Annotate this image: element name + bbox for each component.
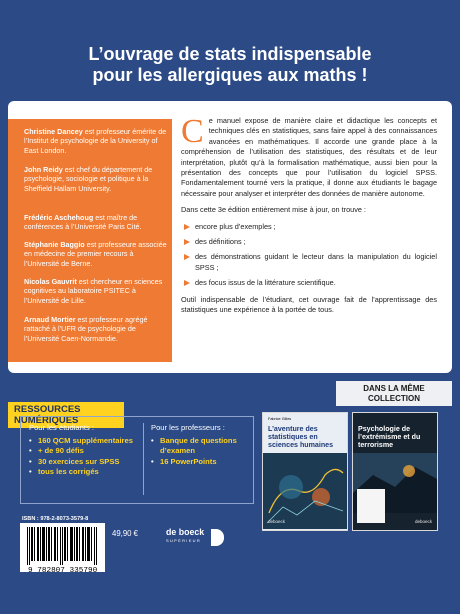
publisher-d-icon xyxy=(211,529,224,546)
headline-line-1: L’ouvrage de stats indispensable xyxy=(88,44,372,64)
author-bio: est chercheur en sciences cognitives au laboratoire PSITEC à l’Université de Lille. xyxy=(24,277,163,305)
book-illustration xyxy=(263,453,347,529)
publisher-sub: SUPÉRIEUR xyxy=(166,538,202,543)
description-intro xyxy=(181,113,437,199)
author-name: Nicolas Gauvrit xyxy=(24,277,77,286)
author-bio: est maître de conférences à l’Université Paris Cité. xyxy=(24,213,142,232)
book-title: Psychologie de l’extrémisme et du terrorisme xyxy=(358,425,421,449)
book-publisher: deboeck xyxy=(415,519,433,524)
resources-divider xyxy=(143,423,144,495)
author-bio: est professeur émérite de l’Institut de psychologie de la University of East London. xyxy=(24,127,167,155)
isbn-text: ISBN : 978-2-8073-3579-8 xyxy=(22,516,89,522)
edition-line: Dans cette 3e édition entièrement mise à jour, on trouve : xyxy=(181,205,366,215)
author-name: Stéphanie Baggio xyxy=(24,240,85,249)
price: 49,90 € xyxy=(112,529,139,538)
author-entry xyxy=(24,165,170,193)
resource-item: • 30 exercices sur SPSS xyxy=(29,457,133,467)
author-entry xyxy=(24,127,170,155)
headline-line-2: pour les allergiques aux maths ! xyxy=(92,65,368,85)
resource-item: • 16 PowerPoints xyxy=(151,457,249,467)
cover-headline xyxy=(0,44,460,86)
book-title: L’aventure des statistiques en sciences humaines xyxy=(268,425,334,449)
feature-item: des définitions ; xyxy=(181,237,437,247)
collection-line-1: DANS LA MÊME xyxy=(363,384,425,393)
related-book-cover[interactable] xyxy=(262,412,348,531)
collection-line-2: COLLECTION xyxy=(368,394,420,403)
author-bio: est professeur agrégé rattaché à l’UFR de psychologie de l’Université Caen-Normandie. xyxy=(24,315,148,343)
author-name: Frédéric Aschehoug xyxy=(24,213,94,222)
drop-cap: C xyxy=(181,113,204,150)
author-entry xyxy=(24,240,170,268)
author-name: Christine Dancey xyxy=(24,127,83,136)
resources-title: RESSOURCES NUMÉRIQUES xyxy=(8,402,124,428)
collection-label xyxy=(336,381,452,406)
author-entry xyxy=(24,315,170,343)
author-bio: est professeure associée en médecine de premier recours à l’Université de Berne. xyxy=(24,240,167,268)
author-name: John Reidy xyxy=(24,165,63,174)
barcode xyxy=(20,523,105,575)
features-list xyxy=(181,222,437,289)
book-inset-box xyxy=(357,489,385,523)
students-header: Pour les étudiants : xyxy=(29,423,95,432)
resource-item: • 160 QCM supplémentaires xyxy=(29,436,133,446)
feature-item: des démonstrations guidant le lecteur dans la manipulation du logiciel SPSS ; xyxy=(181,252,437,273)
book-publisher: deboeck xyxy=(268,519,286,524)
barcode-bars xyxy=(20,525,105,567)
resource-item: • + de 90 défis xyxy=(29,446,133,456)
content-panel xyxy=(8,101,452,373)
publisher-logo xyxy=(166,527,204,543)
teachers-resources xyxy=(151,423,249,467)
resources-box xyxy=(20,416,254,504)
teachers-header: Pour les professeurs : xyxy=(151,423,225,432)
publisher-name: de boeck xyxy=(166,527,205,537)
author-entry xyxy=(24,213,170,232)
feature-item: des focus issus de la littérature scientifique. xyxy=(181,278,437,288)
closing-text: Outil indispensable de l’étudiant, cet ouvrage fait de l’apprentissage des statistiques une expérience à la portée de tous. xyxy=(181,294,437,315)
barcode-digits: 9 782807 335790 xyxy=(28,567,98,575)
author-name: Arnaud Mortier xyxy=(24,315,76,324)
feature-item: encore plus d’exemples ; xyxy=(181,222,437,232)
book-author: Fabrice Gilles xyxy=(268,417,292,421)
resource-item: • tous les corrigés xyxy=(29,467,133,477)
students-resources xyxy=(29,423,133,478)
authors-column xyxy=(8,119,172,362)
book-description xyxy=(181,113,437,322)
intro-text: e manuel expose de manière claire et didactique les concepts et techniques clés en statistiques, sans faire appel à des connaissances avancées en mathématiques. Il accorde une grande place à la compréhension de l’utilisation des statistiques, des résultats et de leur interprétation, plutôt qu’à la formalisation mathématique, aussi bien pour la présentation des concepts que pour l’utilisation du logiciel SPSS. Fondamentalement tourné vers la pratique, il donne aux étudiants le bagage nécessaire pour analyser et interpréter des données de manière autonome. xyxy=(181,116,437,198)
author-entry xyxy=(24,277,170,305)
resource-item: • Banque de questions d’examen xyxy=(151,436,249,457)
author-bio: est chef du département de psychologie, sociologie et politique à la Sheffield Hallam University. xyxy=(24,165,153,193)
related-book-cover[interactable] xyxy=(352,412,438,531)
